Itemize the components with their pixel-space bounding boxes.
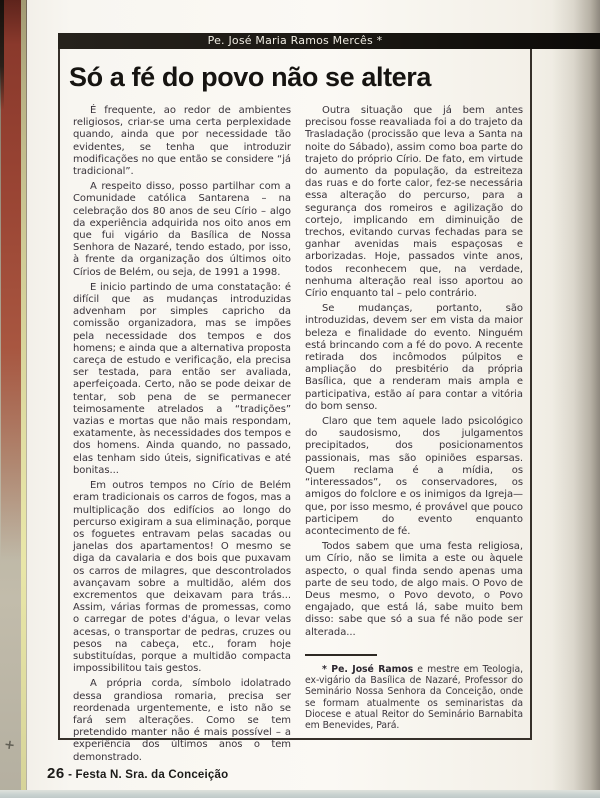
footer-publication-title: - Festa N. Sra. da Conceição bbox=[64, 769, 229, 781]
page-footer bbox=[47, 765, 228, 783]
paragraph: Outra situação que já bem antes precisou fosse reavaliada foi a do trajeto da Trasladação (procissão que leva a Santa na noite do Sábado), assim como boa parte do trajeto do próprio Círio. De fato, em virtude do aumento da população, da estreiteza das ruas e do forte calor, fez-se necessária essa alteração do percurso, para a segurança dos romeiros e agilização do cortejo, implicando em diminuição de trechos, evitando curvas fechadas para se ganhar avenidas mais espaçosas e arborizadas. Hoje, passados vinte anos, todos reconhecem que, na verdade, nenhuma alteração real isso aportou ao Círio enquanto tal – pelo contrário. bbox=[305, 105, 523, 300]
footnote-author-lead: * Pe. José Ramos bbox=[322, 663, 414, 675]
page-right-edge-shadow bbox=[552, 0, 600, 798]
footnote-rule bbox=[305, 654, 377, 656]
footnote-text: e mestre em Teologia, ex-vigário da Basílica de Nazaré, Professor do Seminário Nossa Senhora da Conceição, onde se formam atualmente os seminaristas da Diocese e atual Reitor do Seminário Barnabita em Benevides, Pará. bbox=[305, 663, 524, 732]
article-columns bbox=[60, 93, 530, 767]
masthead-bar bbox=[58, 33, 600, 49]
article-title: Só a fé do povo não se altera bbox=[69, 62, 431, 92]
scan-spine-red-strip bbox=[1, 0, 21, 560]
page-bottom-edge bbox=[0, 790, 600, 798]
scan-spine-black-sliver bbox=[0, 0, 4, 110]
paragraph: Todos sabem que uma festa religiosa, um Círio, não se limita a este ou àquele aspecto, o qual finda sendo apenas uma parte de seu todo, de algo mais. O Povo de Deus mesmo, o Povo devoto, o Povo engajado, que está lá, sabe muito bem disso: sabe que só a sua fé não pode ser alterada... bbox=[305, 541, 523, 638]
masthead-author: Pe. José Maria Ramos Mercês * bbox=[207, 34, 383, 47]
paragraph: Se mudanças, portanto, são introduzidas, devem ser em vista da maior beleza e finalidade do evento. Ninguém está brincando com a fé do povo. A recente retirada dos incômodos púlpitos e ampliação do presbitério da própria Basílica, que a renderam mais ampla e participativa, estão aí para contar a vitória do bom senso. bbox=[305, 303, 523, 412]
paragraph: Em outros tempos no Círio de Belém eram tradicionais os carros de fogos, mas a multiplicação dos edifícios ao longo do percurso exigiram a sua eliminação, porque os foguetes entravam pelas sacadas ou janelas dos apartamentos! O mesmo se diga da cavalaria e dos bois que puxavam os carros de milagres, que descontrolados avançavam sobre a multidão, além dos excrementos que deixavam para trás... Assim, várias formas de promessas, como o carregar de potes d'água, o levar velas acesas, o transportar de pedras, cruzes ou pesos na cabeça, etc., foram hoje substituídas, porque a multidão compacta impossibilitou tais gestos. bbox=[73, 480, 291, 675]
paragraph: Claro que tem aquele lado psicológico do saudosismo, dos julgamentos precipitados, dos posicionamentos passionais, mas são opiniões esparsas. Quem reclama é a mídia, os “interessados”, os conservadores, os amigos do folclore e os inimigos da Igreja—que, por isso mesmo, é provável que pouco participem do evento enquanto acontecimento de fé. bbox=[305, 416, 523, 537]
paragraph: A própria corda, símbolo idolatrado dessa grandiosa romaria, precisa ser reordenada urgentemente, e isto não se fará sem alterações. Como se tem pretendido manter não é mais possível – a experiência dos últimos anos o tem demonstrado. bbox=[73, 678, 291, 763]
footnote bbox=[305, 664, 523, 732]
column-left bbox=[73, 105, 291, 767]
scan-spine-yellow-line bbox=[21, 0, 26, 798]
article-frame bbox=[58, 49, 532, 763]
paragraph: A respeito disso, posso partilhar com a Comunidade católica Santarena – na celebração dos 80 anos de seu Círio – algo da experiência adquirida nos oito anos em que fui vigário da Basílica de Nossa Senhora de Nazaré, tendo estado, por isso, à frente da organização dos últimos oito Círios de Belém, ou seja, de 1991 a 1998. bbox=[73, 181, 291, 278]
paragraph: É frequente, ao redor de ambientes religiosos, criar-se uma certa perplexidade quando, ainda que por necessidade tão evidentes, se tenha que introduzir modificações no que então se considere “já tradicional”. bbox=[73, 105, 291, 178]
column-right bbox=[305, 105, 523, 767]
footer-page-number: 26 bbox=[47, 765, 65, 782]
scan-artifact-mark: + bbox=[3, 737, 16, 754]
paragraph: E inicio partindo de uma constatação: é difícil que as mudanças introduzidas advenham por simples capricho da comissão organizadora, mas se impões pela necessidade dos tempos e dos homens; e ainda que a alternativa proposta careça de estudo e verificação, ela precisa ser testada, para então ser avaliada, aperfeiçoada. Certo, não se pode deixar de tentar, sob pena de se permanecer teimosamente atrelados a “tradições” vazias e mortas que não mais respondam, exatamente, às necessidades dos tempos e dos homens. Ainda quando, no passado, elas tenham sido úteis, significativas e até bonitas... bbox=[73, 281, 291, 476]
